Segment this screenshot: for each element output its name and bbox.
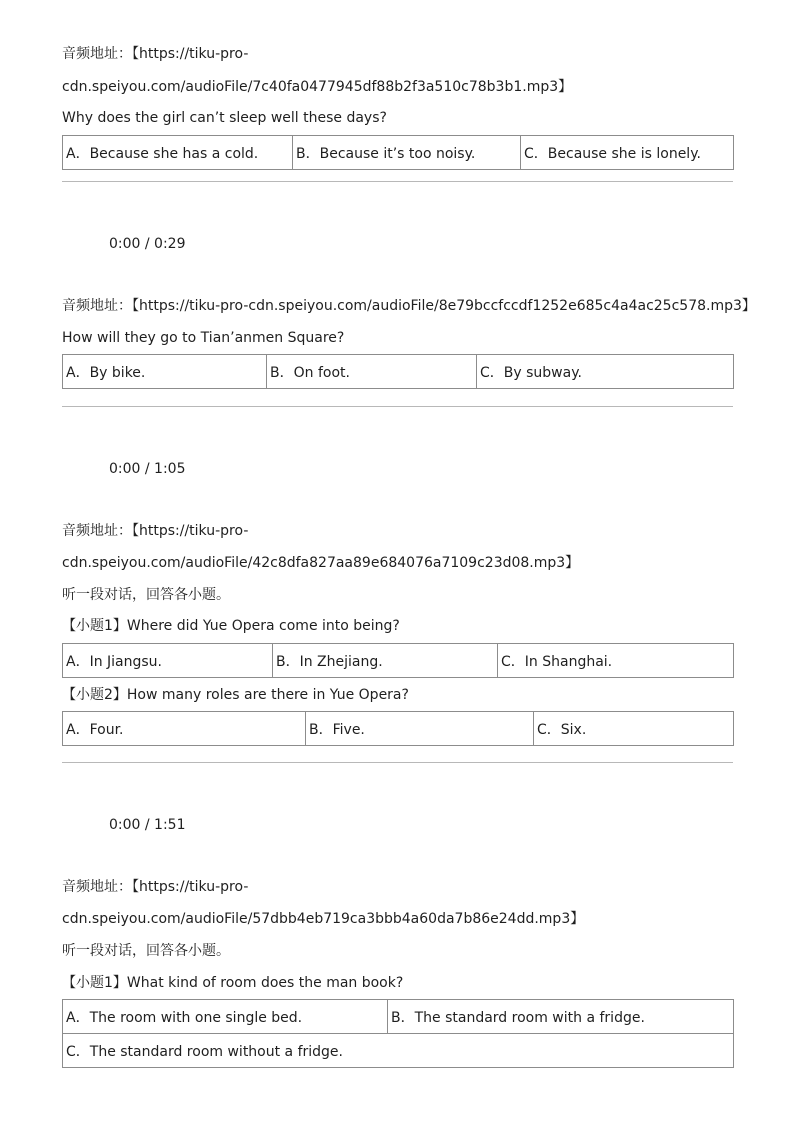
options-table	[62, 999, 734, 1068]
option-b[interactable]: B．Because it’s too noisy.	[293, 136, 521, 170]
options-table	[62, 643, 734, 678]
option-b[interactable]: B．Five.	[306, 712, 534, 746]
option-a[interactable]: A．In Jiangsu.	[63, 644, 273, 678]
sub-question-text: 【小题1】Where did Yue Opera come into being?	[62, 618, 400, 634]
section-divider	[62, 762, 733, 763]
options-table	[62, 135, 734, 170]
audio-address-label: 音频地址：【https://tiku-pro-	[62, 46, 249, 62]
audio-address-url[interactable]: cdn.speiyou.com/audioFile/7c40fa0477945df88b2f3a510c78b3b1.mp3】	[62, 79, 573, 95]
instruction-text: 听一段对话，回答各小题。	[62, 587, 230, 603]
audio-address-label: 音频地址：【https://tiku-pro-	[62, 523, 249, 539]
audio-time-display: 0:00 / 1:05	[109, 461, 186, 477]
option-b[interactable]: B．In Zhejiang.	[273, 644, 498, 678]
audio-time-display: 0:00 / 0:29	[109, 236, 186, 252]
option-c[interactable]: C．Six.	[534, 712, 734, 746]
option-b[interactable]: B．The standard room with a fridge.	[388, 1000, 734, 1034]
option-c[interactable]: C．By subway.	[477, 355, 734, 389]
question-text: Why does the girl can’t sleep well these days?	[62, 110, 387, 126]
option-c[interactable]: C．Because she is lonely.	[521, 136, 734, 170]
option-a[interactable]: A．The room with one single bed.	[63, 1000, 388, 1034]
audio-address-url[interactable]: cdn.speiyou.com/audioFile/42c8dfa827aa89e684076a7109c23d08.mp3】	[62, 555, 580, 571]
option-c[interactable]: C．The standard room without a fridge.	[63, 1034, 734, 1068]
section-divider	[62, 181, 733, 182]
sub-question-text: 【小题2】How many roles are there in Yue Opera?	[62, 687, 409, 703]
audio-address-url[interactable]: 音频地址：【https://tiku-pro-cdn.speiyou.com/audioFile/8e79bccfccdf1252e685c4a4ac25c578.mp3】	[62, 298, 756, 314]
section-divider	[62, 406, 733, 407]
audio-address-label: 音频地址：【https://tiku-pro-	[62, 879, 249, 895]
audio-time-display: 0:00 / 1:51	[109, 817, 186, 833]
sub-question-text: 【小题1】What kind of room does the man book?	[62, 975, 404, 991]
option-c[interactable]: C．In Shanghai.	[498, 644, 734, 678]
option-a[interactable]: A．By bike.	[63, 355, 267, 389]
options-table	[62, 711, 734, 746]
instruction-text: 听一段对话，回答各小题。	[62, 943, 230, 959]
options-table	[62, 354, 734, 389]
audio-address-url[interactable]: cdn.speiyou.com/audioFile/57dbb4eb719ca3bbb4a60da7b86e24dd.mp3】	[62, 911, 585, 927]
question-text: How will they go to Tian’anmen Square?	[62, 330, 345, 346]
option-a[interactable]: A．Four.	[63, 712, 306, 746]
option-b[interactable]: B．On foot.	[267, 355, 477, 389]
option-a[interactable]: A．Because she has a cold.	[63, 136, 293, 170]
